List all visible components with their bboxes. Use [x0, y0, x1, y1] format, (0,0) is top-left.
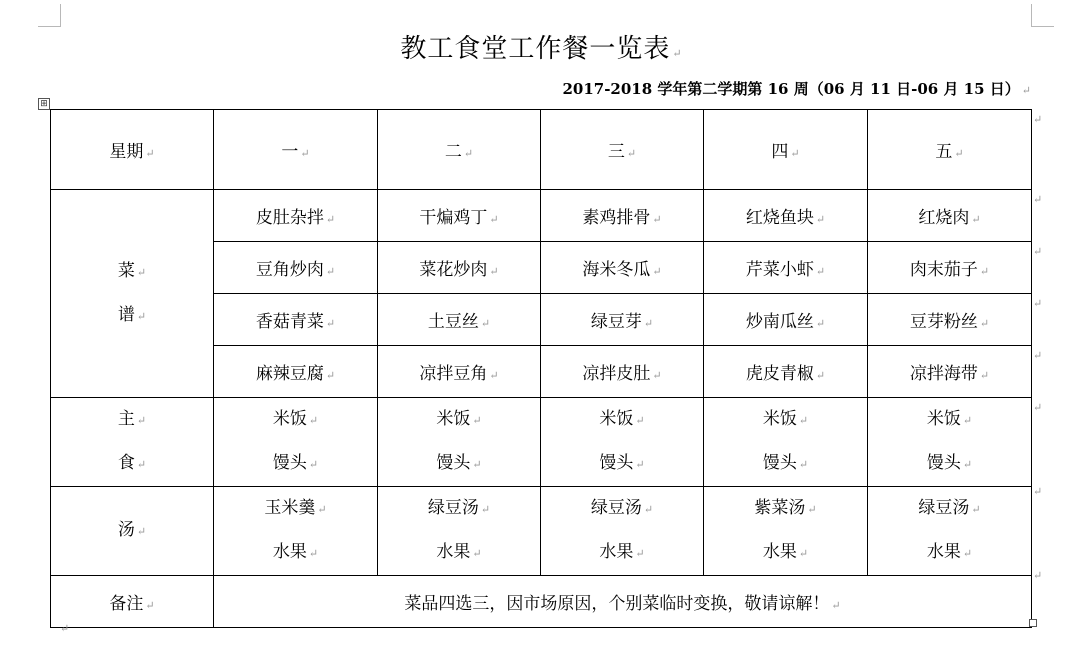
dish-cell[interactable] — [378, 190, 541, 242]
dish-cell[interactable] — [704, 190, 868, 242]
page-corner-mark-top-left — [38, 4, 61, 27]
row-end-mark-icon: ↵ — [1033, 401, 1043, 414]
dish-name: 皮肚杂拌 — [255, 208, 324, 228]
dish-name: 虎皮青椒 — [745, 364, 814, 384]
paragraph-mark-icon: ↵ — [136, 525, 147, 538]
menu-row — [51, 190, 1032, 242]
header-label: 星期 — [109, 142, 144, 162]
header-label-cell[interactable] — [51, 110, 214, 190]
paragraph-mark-icon: ↵ — [815, 265, 826, 278]
dish-cell[interactable] — [868, 346, 1032, 398]
paragraph-mark-icon: ↵ — [979, 317, 990, 330]
paragraph-mark-icon: ↵ — [672, 47, 683, 60]
paragraph-mark-icon: ↵ — [308, 547, 319, 560]
soup-item: 玉米羹 ↵ — [264, 498, 327, 518]
dish-cell[interactable] — [541, 346, 704, 398]
row-end-mark-icon: ↵ — [1033, 297, 1043, 310]
dish-name: 豆芽粉丝 — [909, 312, 978, 332]
paragraph-mark-icon: ↵ — [300, 147, 310, 160]
paragraph-mark-icon: ↵ — [463, 147, 474, 160]
paragraph-mark-icon: ↵ — [136, 414, 147, 427]
soup-cell[interactable] — [214, 487, 378, 576]
soup-item: 水果 ↵ — [436, 542, 482, 562]
paragraph-mark-icon: ↵ — [325, 213, 336, 226]
paragraph-mark-icon: ↵ — [807, 503, 817, 516]
row-end-mark-icon: ↵ — [1033, 113, 1043, 126]
dish-name: 红烧肉 — [918, 208, 970, 228]
dish-name: 肉末茄子 — [909, 260, 978, 280]
paragraph-mark-icon: ↵ — [643, 317, 654, 330]
dish-name: 绿豆芽 — [590, 312, 642, 332]
page-corner-mark-top-right — [1031, 4, 1054, 27]
paragraph-mark-icon: ↵ — [652, 369, 662, 382]
paragraph-mark-icon: ↵ — [815, 317, 826, 330]
menu-label-cell[interactable] — [51, 190, 214, 398]
document-subtitle-text: 2017-2018 学年第二学期第 16 周（06 月 11 日-06 月 15 日） — [562, 80, 1020, 98]
staple-cell[interactable] — [378, 398, 541, 487]
row-end-mark-icon: ↵ — [1033, 569, 1043, 582]
soup-item: 水果 ↵ — [926, 542, 973, 562]
day-header-cell[interactable] — [541, 110, 704, 190]
paragraph-mark-icon: ↵ — [136, 309, 147, 323]
paragraph-mark-icon: ↵ — [971, 503, 981, 516]
soup-item: 绿豆汤 ↵ — [918, 498, 981, 518]
paragraph-mark-icon: ↵ — [308, 458, 319, 471]
staple-cell[interactable] — [214, 398, 378, 487]
paragraph-mark-icon: ↵ — [635, 458, 645, 471]
dish-cell[interactable] — [541, 190, 704, 242]
dish-cell[interactable] — [214, 294, 378, 346]
soup-cell[interactable] — [868, 487, 1032, 576]
day-header-cell[interactable] — [214, 110, 378, 190]
header-row — [51, 110, 1032, 190]
day-label: 三 — [607, 142, 625, 162]
staple-item: 馒头 ↵ — [762, 453, 809, 473]
note-text-cell[interactable] — [214, 576, 1032, 628]
paragraph-mark-icon: ↵ — [626, 147, 637, 160]
paragraph-mark-icon: ↵ — [1021, 84, 1031, 97]
dish-cell[interactable] — [378, 294, 541, 346]
dish-name: 土豆丝 — [427, 312, 479, 332]
staple-item: 米饭 ↵ — [762, 409, 809, 429]
trailing-paragraph-mark-icon: ↵ — [60, 622, 70, 635]
staple-cell[interactable] — [704, 398, 868, 487]
note-row — [51, 576, 1032, 628]
paragraph-mark-icon: ↵ — [815, 369, 826, 382]
staple-item: 米饭 ↵ — [436, 409, 482, 429]
menu-table — [50, 109, 1032, 628]
menu-label-char: 菜 ↵ — [117, 260, 147, 281]
dish-name: 芹菜小虾 — [745, 260, 814, 280]
dish-cell[interactable] — [541, 294, 704, 346]
dish-name: 干煸鸡丁 — [419, 208, 488, 228]
staple-item: 馒头 ↵ — [272, 453, 319, 473]
dish-cell[interactable] — [214, 346, 378, 398]
dish-cell[interactable] — [214, 190, 378, 242]
dish-name: 凉拌豆角 — [419, 364, 488, 384]
soup-row — [51, 487, 1032, 576]
dish-cell[interactable] — [868, 294, 1032, 346]
paragraph-mark-icon: ↵ — [472, 547, 482, 560]
paragraph-mark-icon: ↵ — [971, 213, 981, 226]
staple-item: 馒头 ↵ — [926, 453, 973, 473]
paragraph-mark-icon: ↵ — [652, 213, 662, 226]
dish-name: 海米冬瓜 — [582, 260, 651, 280]
paragraph-mark-icon: ↵ — [325, 369, 336, 382]
paragraph-mark-icon: ↵ — [136, 458, 147, 471]
paragraph-mark-icon: ↵ — [325, 317, 336, 330]
paragraph-mark-icon: ↵ — [489, 369, 499, 382]
dish-cell[interactable] — [704, 242, 868, 294]
paragraph-mark-icon: ↵ — [635, 414, 645, 427]
soup-cell[interactable] — [378, 487, 541, 576]
paragraph-mark-icon: ↵ — [798, 547, 809, 560]
table-resize-handle[interactable] — [1029, 619, 1037, 627]
paragraph-mark-icon: ↵ — [962, 414, 973, 427]
document-subtitle[interactable] — [562, 78, 1031, 99]
paragraph-mark-icon: ↵ — [480, 317, 491, 330]
staple-label-cell[interactable] — [51, 398, 214, 487]
row-end-mark-icon: ↵ — [1033, 245, 1043, 258]
day-label: 一 — [281, 142, 299, 162]
dish-name: 菜花炒肉 — [419, 260, 488, 280]
dish-cell[interactable] — [378, 346, 541, 398]
soup-cell[interactable] — [541, 487, 704, 576]
dish-name: 凉拌海带 — [909, 364, 978, 384]
paragraph-mark-icon: ↵ — [308, 414, 319, 427]
dish-cell[interactable] — [704, 346, 868, 398]
staple-cell[interactable] — [868, 398, 1032, 487]
day-label: 四 — [771, 142, 789, 162]
paragraph-mark-icon: ↵ — [831, 599, 841, 612]
staple-item: 米饭 ↵ — [599, 409, 645, 429]
paragraph-mark-icon: ↵ — [145, 147, 155, 160]
soup-item: 绿豆汤 ↵ — [427, 498, 491, 518]
soup-item: 水果 ↵ — [599, 542, 645, 562]
soup-item: 紫菜汤 ↵ — [754, 498, 817, 518]
paragraph-mark-icon: ↵ — [317, 503, 327, 516]
paragraph-mark-icon: ↵ — [635, 547, 645, 560]
day-header-cell[interactable] — [868, 110, 1032, 190]
paragraph-mark-icon: ↵ — [962, 547, 973, 560]
paragraph-mark-icon: ↵ — [652, 265, 662, 278]
soup-item: 水果 ↵ — [762, 542, 809, 562]
document-title-text: 教工食堂工作餐一览表 — [400, 34, 671, 64]
soup-item: 绿豆汤 ↵ — [590, 498, 654, 518]
dish-cell[interactable] — [868, 190, 1032, 242]
paragraph-mark-icon: ↵ — [489, 213, 499, 226]
dish-cell[interactable] — [214, 242, 378, 294]
day-label: 五 — [935, 142, 953, 162]
staple-item: 馒头 ↵ — [599, 453, 645, 473]
dish-name: 红烧鱼块 — [745, 208, 814, 228]
paragraph-mark-icon: ↵ — [798, 458, 809, 471]
menu-label-char: 谱 ↵ — [117, 304, 147, 325]
dish-name: 凉拌皮肚 — [582, 364, 651, 384]
soup-label-cell[interactable] — [51, 487, 214, 576]
paragraph-mark-icon: ↵ — [136, 265, 147, 279]
paragraph-mark-icon: ↵ — [325, 265, 336, 278]
dish-name: 麻辣豆腐 — [255, 364, 324, 384]
paragraph-mark-icon: ↵ — [962, 458, 973, 471]
staple-item: 米饭 ↵ — [272, 409, 319, 429]
day-header-cell[interactable] — [378, 110, 541, 190]
note-label-cell[interactable] — [51, 576, 214, 628]
paragraph-mark-icon: ↵ — [979, 369, 990, 382]
dish-name: 炒南瓜丝 — [745, 312, 814, 332]
paragraph-mark-icon: ↵ — [489, 265, 499, 278]
dish-name: 香菇青菜 — [255, 312, 324, 332]
paragraph-mark-icon: ↵ — [145, 599, 155, 612]
staple-item: 馒头 ↵ — [436, 453, 482, 473]
soup-label-char: 汤 ↵ — [117, 520, 147, 540]
table-move-handle-icon[interactable]: ⊞ — [38, 98, 50, 110]
soup-cell[interactable] — [704, 487, 868, 576]
paragraph-mark-icon: ↵ — [472, 458, 482, 471]
staple-row — [51, 398, 1032, 487]
note-text: 菜品四选三，因市场原因，个别菜临时变换，敬请谅解！ — [404, 594, 830, 614]
paragraph-mark-icon: ↵ — [480, 503, 491, 516]
note-label: 备注 — [109, 594, 144, 614]
paragraph-mark-icon: ↵ — [979, 265, 990, 278]
paragraph-mark-icon: ↵ — [798, 414, 809, 427]
staple-label-char: 主 ↵ — [117, 409, 147, 429]
day-label: 二 — [444, 142, 462, 162]
dish-name: 素鸡排骨 — [582, 208, 651, 228]
row-end-mark-icon: ↵ — [1033, 485, 1043, 498]
paragraph-mark-icon: ↵ — [472, 414, 482, 427]
staple-cell[interactable] — [541, 398, 704, 487]
soup-item: 水果 ↵ — [272, 542, 319, 562]
staple-item: 米饭 ↵ — [926, 409, 973, 429]
day-header-cell[interactable] — [704, 110, 868, 190]
paragraph-mark-icon: ↵ — [790, 147, 800, 160]
dish-cell[interactable] — [378, 242, 541, 294]
dish-cell[interactable] — [868, 242, 1032, 294]
dish-cell[interactable] — [704, 294, 868, 346]
dish-name: 豆角炒肉 — [255, 260, 324, 280]
paragraph-mark-icon: ↵ — [815, 213, 826, 226]
row-end-mark-icon: ↵ — [1033, 193, 1043, 206]
document-title[interactable] — [0, 28, 1083, 65]
staple-label-char: 食 ↵ — [117, 453, 147, 473]
dish-cell[interactable] — [541, 242, 704, 294]
paragraph-mark-icon: ↵ — [643, 503, 654, 516]
row-end-mark-icon: ↵ — [1033, 349, 1043, 362]
paragraph-mark-icon: ↵ — [954, 147, 964, 160]
